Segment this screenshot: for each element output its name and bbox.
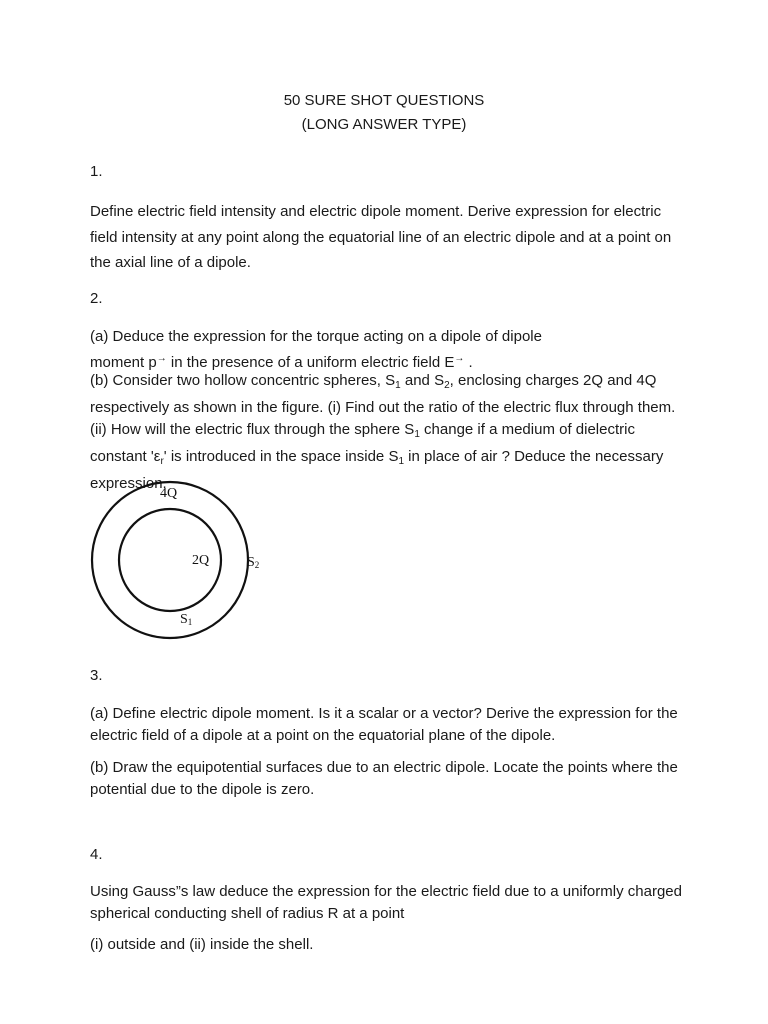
question-2-part-b-text: change if a medium of dielectric constant 'ε (90, 421, 635, 465)
question-2-field-text: in the presence of a uniform electric field E (166, 354, 455, 371)
inner-sphere-letter: S (180, 612, 188, 627)
question-2-part-b (90, 370, 690, 495)
outer-sphere-circle (92, 482, 248, 638)
outer-sphere-letter: S (247, 555, 255, 570)
subscript: 1 (395, 380, 401, 391)
question-3-part-a: (a) Define electric dipole moment. Is it a scalar or a vector? Derive the expression for the electric field of a dipole at a point on the equatorial plane of the dipole. (90, 705, 678, 744)
inner-sphere-subscript: 1 (187, 617, 193, 627)
question-2-part-b-text: ' is introduced in the space inside S (163, 448, 399, 465)
subscript: 1 (414, 429, 420, 440)
question-2-number: 2. (90, 290, 103, 307)
document-subtitle: (LONG ANSWER TYPE) (301, 116, 467, 133)
question-2-part-b-text: , enclosing charges 2Q and 4Q respectively as shown in the figure. (i) Find out the ratio of the electric flux through them. (ii) How will the electric flux through the sphere S (90, 372, 676, 438)
question-3-number: 3. (90, 667, 103, 684)
outer-charge-label: 4Q (160, 486, 178, 501)
subscript: 2 (444, 380, 450, 391)
outer-sphere-label (247, 555, 259, 573)
question-4-text: Using Gauss”s law deduce the expression for the electric field due to a uniformly charged spherical conducting shell of radius R at a point (90, 883, 682, 922)
question-2-part-b-text: and S (400, 372, 445, 389)
question-1-number: 1. (90, 163, 103, 180)
inner-charge-label: 2Q (192, 553, 210, 568)
vector-arrow-icon: → (156, 353, 167, 364)
question-2-part-a (90, 326, 690, 374)
question-4-number: 4. (90, 846, 103, 863)
question-2-part-b-text: in place of air ? Deduce the necessary expression. (90, 448, 664, 492)
subscript: 1 (398, 456, 405, 467)
inner-sphere-label (180, 612, 192, 630)
question-1-text: Define electric field intensity and electric dipole moment. Derive expression for electric field intensity at any point along the equatorial line of an electric dipole and at a point on the axial line of a dipole. (90, 203, 672, 271)
subscript: r (160, 456, 164, 467)
document-title: 50 SURE SHOT QUESTIONS (283, 92, 485, 109)
question-2-moment-text: moment p (90, 354, 157, 371)
question-4-text-2: (i) outside and (ii) inside the shell. (90, 936, 314, 953)
question-3-part-b: (b) Draw the equipotential surfaces due to an electric dipole. Locate the points where the potential due to the dipole is zero. (90, 759, 678, 798)
question-2-part-a-end: . (464, 354, 473, 371)
concentric-spheres-figure (88, 480, 278, 640)
vector-arrow-icon: → (454, 353, 465, 364)
question-2-part-a-line1: (a) Deduce the expression for the torque acting on a dipole of dipole (90, 328, 542, 345)
question-2-part-b-text: (b) Consider two hollow concentric spheres, S (90, 372, 396, 389)
outer-sphere-subscript: 2 (254, 560, 260, 570)
